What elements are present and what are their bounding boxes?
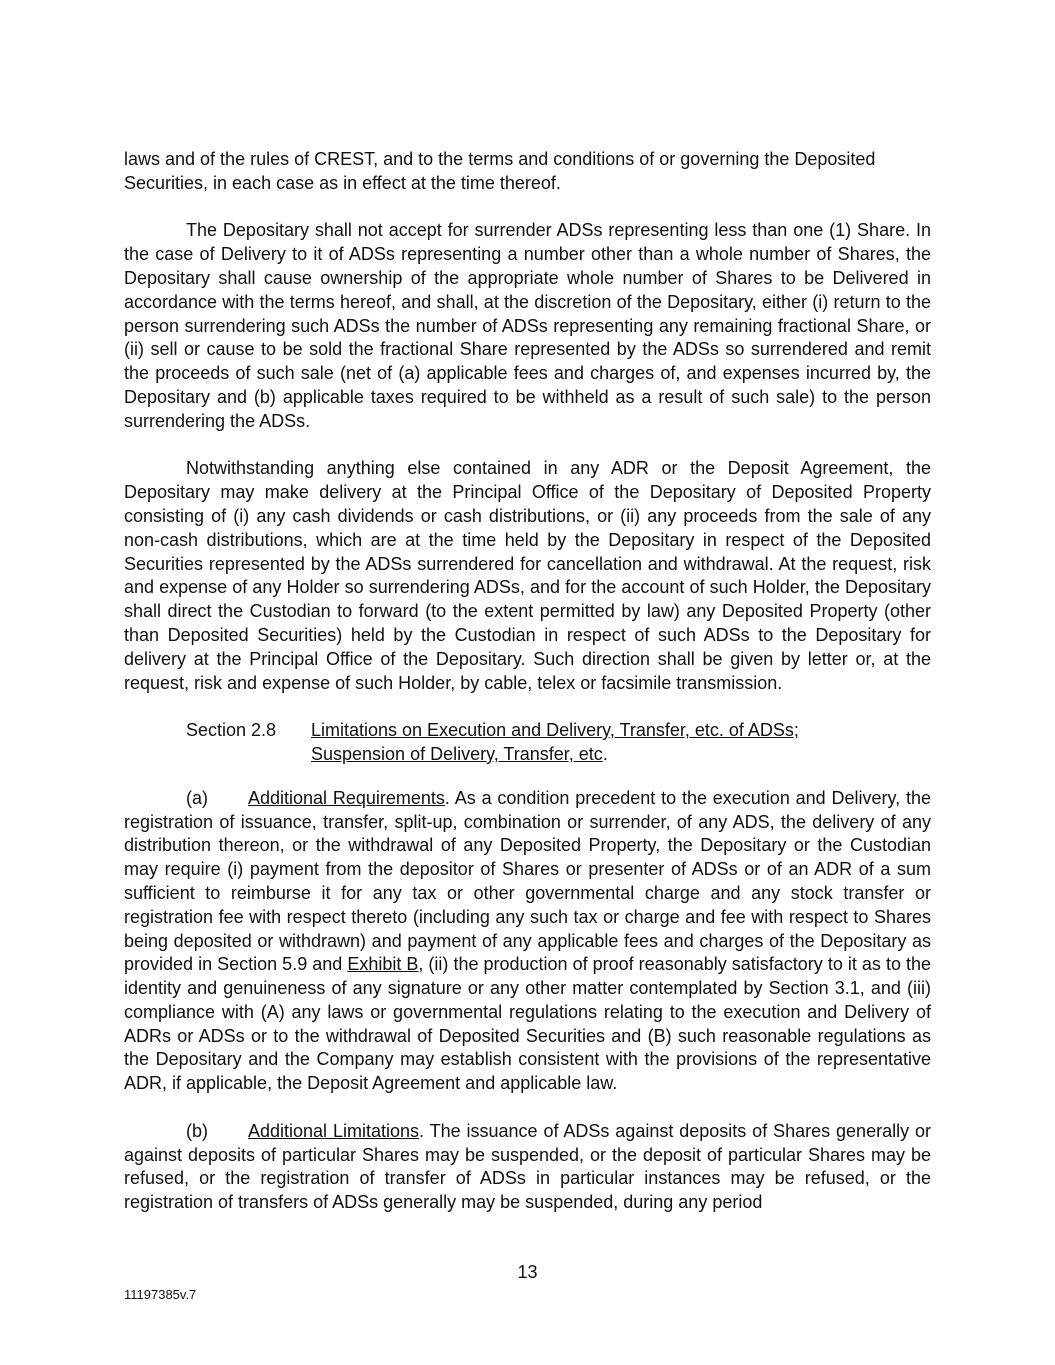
section-title-end: . xyxy=(602,743,608,764)
subsection-a-text-2: , (ii) the production of proof reasonably satisfactory to it as to the identity and genuineness of any signature or any other matter contemplated by Section 3.1, and (iii) compliance with (A) any laws or governmental regulations relating to the execution and Delivery of ADRs or ADSs or to the withdrawal of Deposited Securities and (B) such reasonable regulations as the Depositary and the Company may establish consistent with the provisions of the representative ADR, if applicable, the Deposit Agreement and applicable law. xyxy=(124,954,932,1094)
subsection-b-label: (b) xyxy=(186,1120,208,1141)
section-title-line-2-wrap xyxy=(311,744,608,764)
section-title-line-2: Suspension of Delivery, Transfer, etc xyxy=(311,743,603,764)
section-heading xyxy=(124,719,931,767)
exhibit-b-reference: Exhibit B xyxy=(347,954,419,975)
subsection-b-heading: Additional Limitations xyxy=(248,1120,419,1141)
subsection-b-heading-end: . xyxy=(419,1120,425,1141)
subsection-a-label: (a) xyxy=(186,787,208,808)
subsection-a-heading: Additional Requirements xyxy=(248,787,445,808)
page-number: 13 xyxy=(517,1262,538,1282)
section-number: Section 2.8 xyxy=(186,720,277,741)
subsection-a-heading-end: . xyxy=(444,787,450,808)
subsection-b-text: The issuance of ADSs against deposits of Shares generally or against deposits of particular Shares may be suspended, or the deposit of particular Shares may be refused, or the registration of transfer of ADSs in particular instances may be refused, or the registration of transfers of ADSs generally may be suspended, during any period xyxy=(124,1120,931,1213)
paragraph-fractional-shares: The Depositary shall not accept for surrender ADSs representing less than one (1) Share. In the case of Delivery to it of ADSs representing a number other than a whole number of Shares, the Depositary shall cause ownership of the appropriate whole number of Shares to be Delivered in accordance with the terms hereof, and shall, at the discretion of the Depositary, either (i) return to the person surrendering such ADSs the number of ADSs representing any remaining fractional Share, or (ii) sell or cause to be sold the fractional Share represented by the ADSs so surrendered and remit the proceeds of such sale (net of (a) applicable fees and charges of, and expenses incurred by, the Depositary and (b) applicable taxes required to be withheld as a result of such sale) to the person surrendering the ADSs. xyxy=(124,220,931,431)
paragraph-delivery-principal-office: Notwithstanding anything else contained in any ADR or the Deposit Agreement, the Depositary may make delivery at the Principal Office of the Depositary of Deposited Property consisting of (i) any cash dividends or cash distributions, or (ii) any proceeds from the sale of any non-cash distributions, which are at the time held by the Depositary in respect of the Deposited Securities represented by the ADSs surrendered for cancellation and withdrawal. At the request, risk and expense of any Holder so surrendering ADSs, and for the account of such Holder, the Depositary shall direct the Custodian to forward (to the extent permitted by law) any Deposited Property (other than Deposited Securities) held by the Custodian in respect of such ADSs to the Depositary for delivery at the Principal Office of the Depositary. Such direction shall be given by letter or, at the request, risk and expense of such Holder, by cable, telex or facsimile transmission. xyxy=(124,458,931,693)
subsection-b-paragraph xyxy=(124,1120,931,1215)
subsection-a-text-1: As a condition precedent to the execution and Delivery, the registration of issuance, transfer, split-up, combination or surrender, of any ADS, the delivery of any distribution thereon, or the withdrawal of any Deposited Property, the Depositary or the Custodian may require (i) payment from the depositor of Shares or presenter of ADSs or of an ADR of a sum sufficient to reimburse it for any tax or other governmental charge and any stock transfer or registration fee with respect thereto (including any such tax or charge and fee with respect to Shares being deposited or withdrawn) and payment of any applicable fees and charges of the Depositary as provided in Section 5.9 and xyxy=(124,787,931,975)
document-body xyxy=(124,148,931,1239)
paragraph-continuation: laws and of the rules of CREST, and to the terms and conditions of or governing the Deposited Securities, in each case as in effect at the time thereof. xyxy=(124,149,876,193)
document-id: 11197385v.7 xyxy=(124,1287,197,1302)
subsection-a-paragraph xyxy=(124,787,931,1096)
section-title-line-1: Limitations on Execution and Delivery, Transfer, etc. of ADSs; xyxy=(311,720,799,741)
